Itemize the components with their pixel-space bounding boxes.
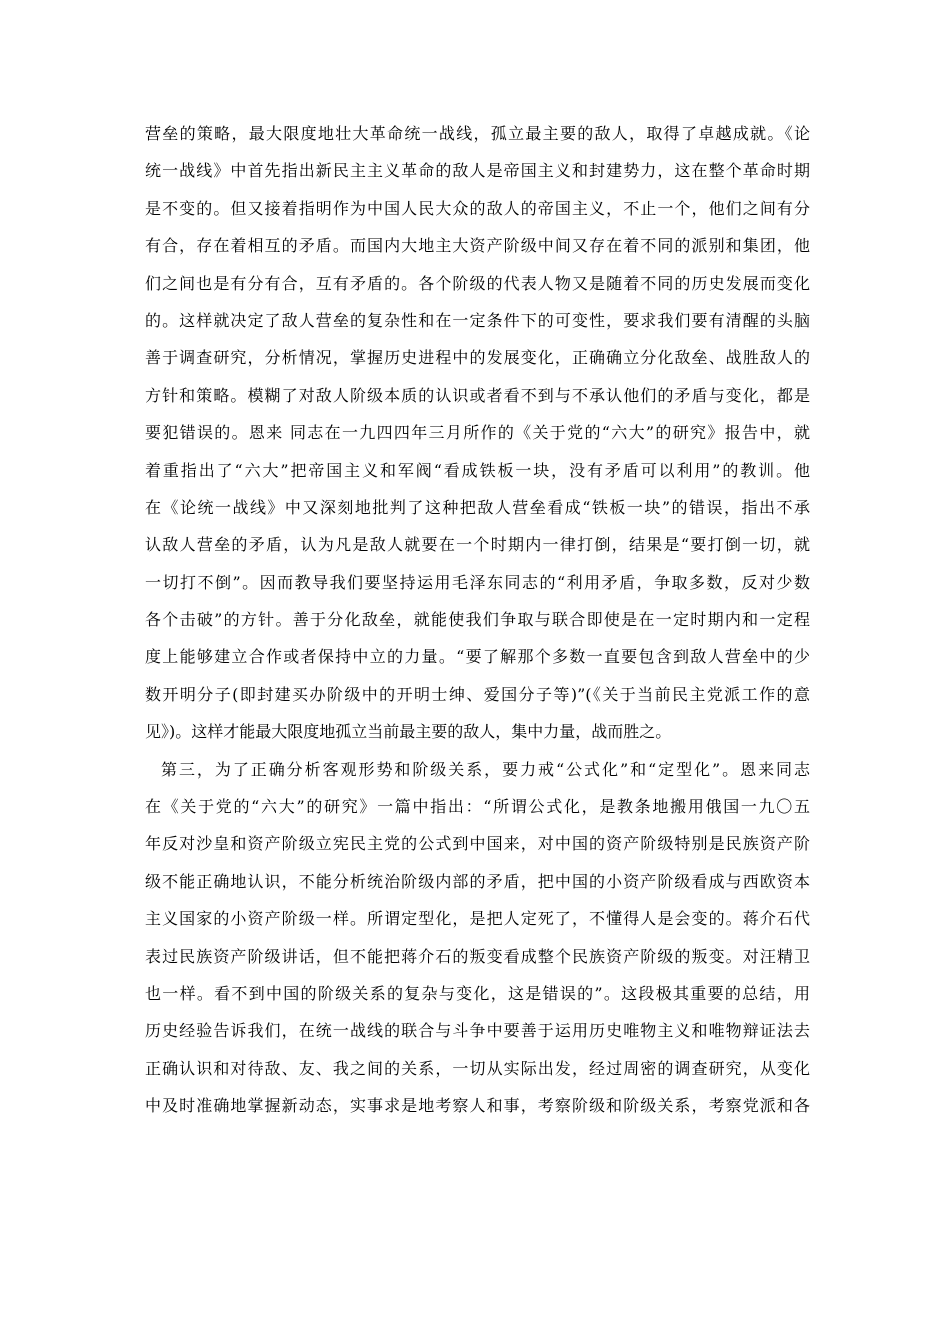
- text-line: 正确认识和对待敌、友、我之间的关系，一切从实际出发，经过周密的调查研究，从变化: [145, 1058, 810, 1078]
- text-line: 一切打不倒”。因而教导我们要坚持运用毛泽东同志的“利用矛盾，争取多数，反对少数: [145, 572, 810, 592]
- text-line: 度上能够建立合作或者保持中立的力量。“要了解那个多数一直要包含到敌人营垒中的少: [145, 647, 810, 667]
- text-line: 营垒的策略，最大限度地壮大革命统一战线，孤立最主要的敌人，取得了卓越成就。《论: [145, 124, 810, 143]
- text-line: 有合，存在着相互的矛盾。而国内大地主大资产阶级中间又存在着不同的派别和集团，他: [145, 236, 810, 256]
- text-line: 级不能正确地认识，不能分析统治阶级内部的矛盾，把中国的小资产阶级看成与西欧资本: [145, 871, 810, 891]
- text-line: 在《论统一战线》中又深刻地批判了这种把敌人营垒看成“铁板一块”的错误，指出不承: [145, 497, 810, 517]
- text-line: 是不变的。但又接着指明作为中国人民大众的敌人的帝国主义，不止一个，他们之间有分: [145, 198, 810, 218]
- text-line: 认敌人营垒的矛盾，认为凡是敌人就要在一个时期内一律打倒，结果是“要打倒一切，就: [145, 535, 810, 555]
- text-line: 数开明分子(即封建买办阶级中的开明士绅、爱国分子等)”(《关于当前民主党派工作的意: [145, 684, 810, 704]
- text-line: 方针和策略。模糊了对敌人阶级本质的认识或者看不到与不承认他们的矛盾与变化，都是: [145, 385, 810, 405]
- text-line: 着重指出了“六大”把帝国主义和军阀“看成铁板一块，没有矛盾可以利用”的教训。他: [145, 460, 810, 480]
- paragraph-first-line: 第三，为了正确分析客观形势和阶级关系，要力戒“公式化”和“定型化”。恩来同志: [161, 759, 810, 779]
- text-line: 年反对沙皇和资产阶级立宪民主党的公式到中国来，对中国的资产阶级特别是民族资产阶: [145, 834, 810, 854]
- text-line: 善于调查研究，分析情况，掌握历史进程中的发展变化，正确确立分化敌垒、战胜敌人的: [145, 348, 810, 368]
- text-line: 的。这样就决定了敌人营垒的复杂性和在一定条件下的可变性，要求我们要有清醒的头脑: [145, 310, 810, 330]
- text-line: 也一样。看不到中国的阶级关系的复杂与变化，这是错误的”。这段极其重要的总结，用: [145, 983, 810, 1003]
- text-line: 历史经验告诉我们，在统一战线的联合与斗争中要善于运用历史唯物主义和唯物辩证法去: [145, 1021, 810, 1041]
- text-line: 要犯错误的。恩来 同志在一九四四年三月所作的《关于党的“六大”的研究》报告中，就: [145, 423, 810, 443]
- text-line: 们之间也是有分有合，互有矛盾的。各个阶级的代表人物又是随着不同的历史发展而变化: [145, 273, 810, 293]
- text-line: 见》)。这样才能最大限度地孤立当前最主要的敌人，集中力量，战而胜之。: [145, 722, 672, 742]
- text-line: 主义国家的小资产阶级一样。所谓定型化，是把人定死了，不懂得人是会变的。蒋介石代: [145, 909, 810, 929]
- text-line: 在《关于党的“六大”的研究》一篇中指出：“所谓公式化，是教条地搬用俄国一九〇五: [145, 797, 810, 817]
- text-line: 表过民族资产阶级讲话，但不能把蒋介石的叛变看成整个民族资产阶级的叛变。对汪精卫: [145, 946, 810, 966]
- text-line: 中及时准确地掌握新动态，实事求是地考察人和事，考察阶级和阶级关系，考察党派和各: [145, 1096, 810, 1116]
- text-line: 各个击破”的方针。善于分化敌垒，就能使我们争取与联合即使是在一定时期内和一定程: [145, 610, 810, 630]
- text-line: 统一战线》中首先指出新民主主义革命的敌人是帝国主义和封建势力，这在整个革命时期: [145, 161, 810, 181]
- body-text: [145, 115, 810, 1125]
